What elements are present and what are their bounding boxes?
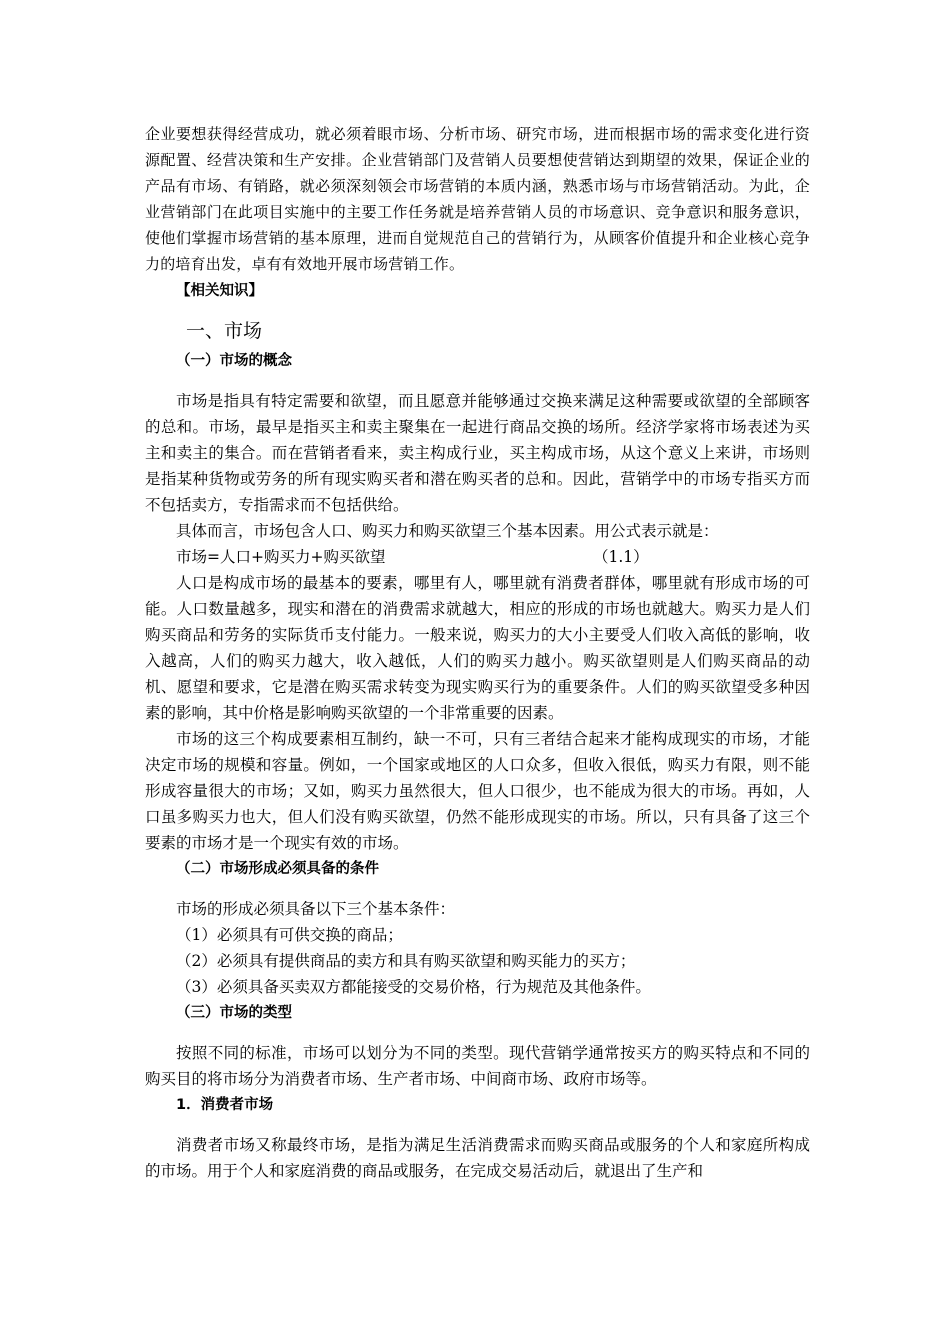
types-paragraph: 按照不同的标准，市场可以划分为不同的类型。现代营销学通常按买方的购买特点和不同的购买目的将市场分为消费者市场、生产者市场、中间商市场、政府市场等。 bbox=[145, 1044, 810, 1088]
conditions-paragraph: 市场的形成必须具备以下三个基本条件： bbox=[176, 900, 456, 918]
section-title-market: 一、市场 bbox=[186, 320, 263, 342]
concept-paragraph-1: 市场是指具有特定需要和欲望，而且愿意并能够通过交换来满足这种需要或欲望的全部顾客的总和。市场，最早是指买主和卖主聚集在一起进行商品交换的场所。经济学家将市场表述为买主和卖主的集合。而在营销者看来，卖主构成行业，买主构成市场，从这个意义上来讲，市场则是指某种货物或劳务的所有现实购买者和潜在购买者的总和。因此，营销学中的市场专指买方而不包括卖方，专指需求而不包括供给。 bbox=[145, 392, 810, 514]
related-knowledge-heading: 【相关知识】 bbox=[176, 283, 263, 299]
formula-number: （1.1） bbox=[593, 548, 649, 566]
formula: 市场=人口+购买力+购买欲望 bbox=[176, 548, 386, 566]
concept-paragraph-2: 具体而言，市场包含人口、购买力和购买欲望三个基本因素。用公式表示就是： bbox=[176, 522, 719, 540]
formula-line bbox=[145, 544, 810, 570]
subsection-title-conditions: （二）市场形成必须具备的条件 bbox=[176, 861, 379, 877]
condition-item: （3）必须具备买卖双方都能接受的交易价格，行为规范及其他条件。 bbox=[176, 978, 651, 996]
condition-item: （2）必须具有提供商品的卖方和具有购买欲望和购买能力的买方； bbox=[176, 952, 636, 970]
subsection-title-types: （三）市场的类型 bbox=[176, 1005, 292, 1021]
intro-paragraph: 企业要想获得经营成功，就必须着眼市场、分析市场、研究市场，进而根据市场的需求变化进行资源配置、经营决策和生产安排。企业营销部门及营销人员要想使营销达到期望的效果，保证企业的产品有市场、有销路，就必须深刻领会市场营销的本质内涵，熟悉市场与市场营销活动。为此，企业营销部门在此项目实施中的主要工作任务就是培养营销人员的市场意识、竞争意识和服务意识，使他们掌握市场营销的基本原理，进而自觉规范自己的营销行为，从顾客价值提升和企业核心竞争力的培育出发，卓有有效地开展市场营销工作。 bbox=[145, 125, 810, 273]
item-title-consumer-market: 1．消费者市场 bbox=[176, 1097, 274, 1113]
subsection-title-concept: （一）市场的概念 bbox=[176, 353, 292, 369]
consumer-market-paragraph: 消费者市场又称最终市场，是指为满足生活消费需求而购买商品或服务的个人和家庭所构成的市场。用于个人和家庭消费的商品或服务，在完成交易活动后，就退出了生产和 bbox=[145, 1136, 810, 1180]
condition-item: （1）必须具有可供交换的商品； bbox=[176, 926, 403, 944]
concept-paragraph-4: 市场的这三个构成要素相互制约，缺一不可，只有三者结合起来才能构成现实的市场，才能决定市场的规模和容量。例如，一个国家或地区的人口众多，但收入很低，购买力有限，则不能形成容量很大的市场；又如，购买力虽然很大，但人口很少，也不能成为很大的市场。再如，人口虽多购买力也大，但人们没有购买欲望，仍然不能形成现实的市场。所以，只有具备了这三个要素的市场才是一个现实有效的市场。 bbox=[145, 730, 810, 852]
concept-paragraph-3: 人口是构成市场的最基本的要素，哪里有人，哪里就有消费者群体，哪里就有形成市场的可能。人口数量越多，现实和潜在的消费需求就越大，相应的形成的市场也就越大。购买力是人们购买商品和劳务的实际货币支付能力。一般来说，购买力的大小主要受人们收入高低的影响，收入越高，人们的购买力越大，收入越低，人们的购买力越小。购买欲望则是人们购买商品的动机、愿望和要求，它是潜在购买需求转变为现实购买行为的重要条件。人们的购买欲望受多种因素的影响，其中价格是影响购买欲望的一个非常重要的因素。 bbox=[145, 574, 810, 722]
page-content bbox=[145, 121, 810, 1184]
